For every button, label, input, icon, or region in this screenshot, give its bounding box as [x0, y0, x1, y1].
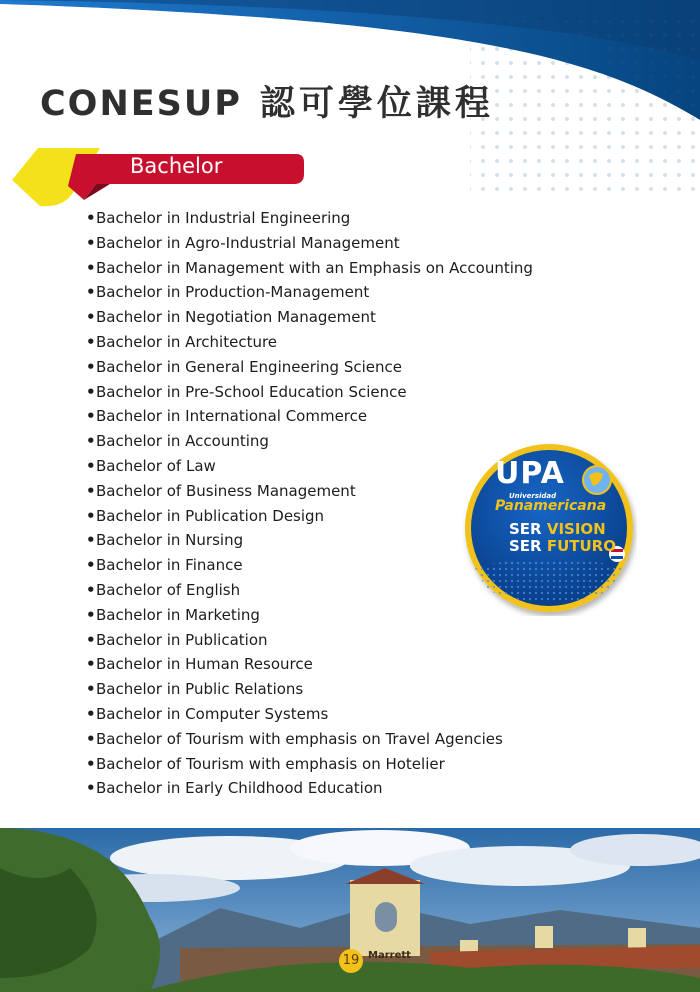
- bullet-icon: •: [86, 481, 96, 500]
- bullet-icon: •: [86, 779, 96, 798]
- logo-slogan-line1: [509, 520, 606, 538]
- course-name: Bachelor in Public Relations: [96, 680, 304, 699]
- course-name: Bachelor in Production-Management: [96, 283, 370, 302]
- list-item: [86, 380, 533, 405]
- list-item: [86, 206, 533, 231]
- list-item: [86, 404, 533, 429]
- bullet-icon: •: [86, 258, 96, 277]
- bullet-icon: •: [86, 556, 96, 575]
- course-name: Bachelor in Accounting: [96, 432, 269, 451]
- list-item: [86, 776, 533, 801]
- bullet-icon: •: [86, 233, 96, 252]
- bullet-icon: •: [86, 655, 96, 674]
- slogan-word: FUTURO: [546, 537, 616, 555]
- bullet-icon: •: [86, 630, 96, 649]
- bullet-icon: •: [86, 704, 96, 723]
- course-name: Bachelor of Tourism with emphasis on Travel Agencies: [96, 729, 503, 748]
- bullet-icon: •: [86, 754, 96, 773]
- slogan-word: SER: [509, 520, 542, 538]
- course-name: Bachelor in Human Resource: [96, 655, 313, 674]
- bullet-icon: •: [86, 506, 96, 525]
- bullet-icon: •: [86, 332, 96, 351]
- bullet-icon: •: [86, 407, 96, 426]
- course-name: Bachelor of Business Management: [96, 481, 356, 500]
- course-name: Bachelor of Law: [96, 456, 216, 475]
- course-name: Bachelor in Publication: [96, 630, 268, 649]
- bullet-icon: •: [86, 580, 96, 599]
- building-sign-text: Marrett: [368, 950, 411, 961]
- course-name: Bachelor in General Engineering Science: [96, 357, 402, 376]
- list-item: [86, 280, 533, 305]
- course-name: Bachelor of English: [96, 580, 241, 599]
- page-title: [40, 76, 494, 126]
- list-item: [86, 231, 533, 256]
- slogan-word: SER: [509, 537, 542, 555]
- list-item: [86, 330, 533, 355]
- course-name: Bachelor in Marketing: [96, 605, 260, 624]
- list-item: [86, 355, 533, 380]
- bullet-icon: •: [86, 308, 96, 327]
- logo-slogan-line2: [509, 537, 616, 555]
- course-name: Bachelor in Finance: [96, 556, 243, 575]
- course-name: Bachelor in Industrial Engineering: [96, 209, 351, 227]
- course-name: Bachelor in Pre-School Education Science: [96, 382, 407, 401]
- list-item: [86, 752, 533, 777]
- course-name: Bachelor in Nursing: [96, 531, 244, 550]
- course-name: Bachelor in Architecture: [96, 332, 278, 351]
- course-name: Bachelor in Publication Design: [96, 506, 325, 525]
- bullet-icon: •: [86, 357, 96, 376]
- list-item: [86, 652, 533, 677]
- bullet-icon: •: [86, 432, 96, 451]
- course-name: Bachelor of Tourism with emphasis on Hotelier: [96, 754, 445, 773]
- university-logo: [461, 440, 637, 616]
- bullet-icon: •: [86, 729, 96, 748]
- page-number-badge: 19: [339, 949, 363, 973]
- title-chinese: 認可學位課程: [259, 84, 494, 124]
- bullet-icon: •: [86, 531, 96, 550]
- section-label: Bachelor: [130, 154, 223, 178]
- slogan-word: VISION: [546, 520, 606, 538]
- logo-name: Panamericana: [495, 498, 607, 514]
- bullet-icon: •: [86, 209, 96, 227]
- bullet-icon: •: [86, 456, 96, 475]
- bullet-icon: •: [86, 680, 96, 699]
- list-item: [86, 305, 533, 330]
- bullet-icon: •: [86, 382, 96, 401]
- list-item: [86, 256, 533, 281]
- list-item: [86, 628, 533, 653]
- logo-abbrev: UPA: [495, 456, 565, 491]
- list-item: [86, 677, 533, 702]
- course-name: Bachelor in International Commerce: [96, 407, 368, 426]
- course-name: Bachelor in Computer Systems: [96, 704, 329, 723]
- course-name: Bachelor in Agro-Industrial Management: [96, 233, 400, 252]
- course-name: Bachelor in Early Childhood Education: [96, 779, 383, 798]
- logo-small-text: Universidad: [509, 492, 557, 500]
- bullet-icon: •: [86, 605, 96, 624]
- course-name: Bachelor in Management with an Emphasis on Accounting: [96, 258, 533, 277]
- list-item: [86, 702, 533, 727]
- course-name: Bachelor in Negotiation Management: [96, 308, 376, 327]
- title-latin: CONESUP: [40, 84, 242, 124]
- bullet-icon: •: [86, 283, 96, 302]
- list-item: [86, 727, 533, 752]
